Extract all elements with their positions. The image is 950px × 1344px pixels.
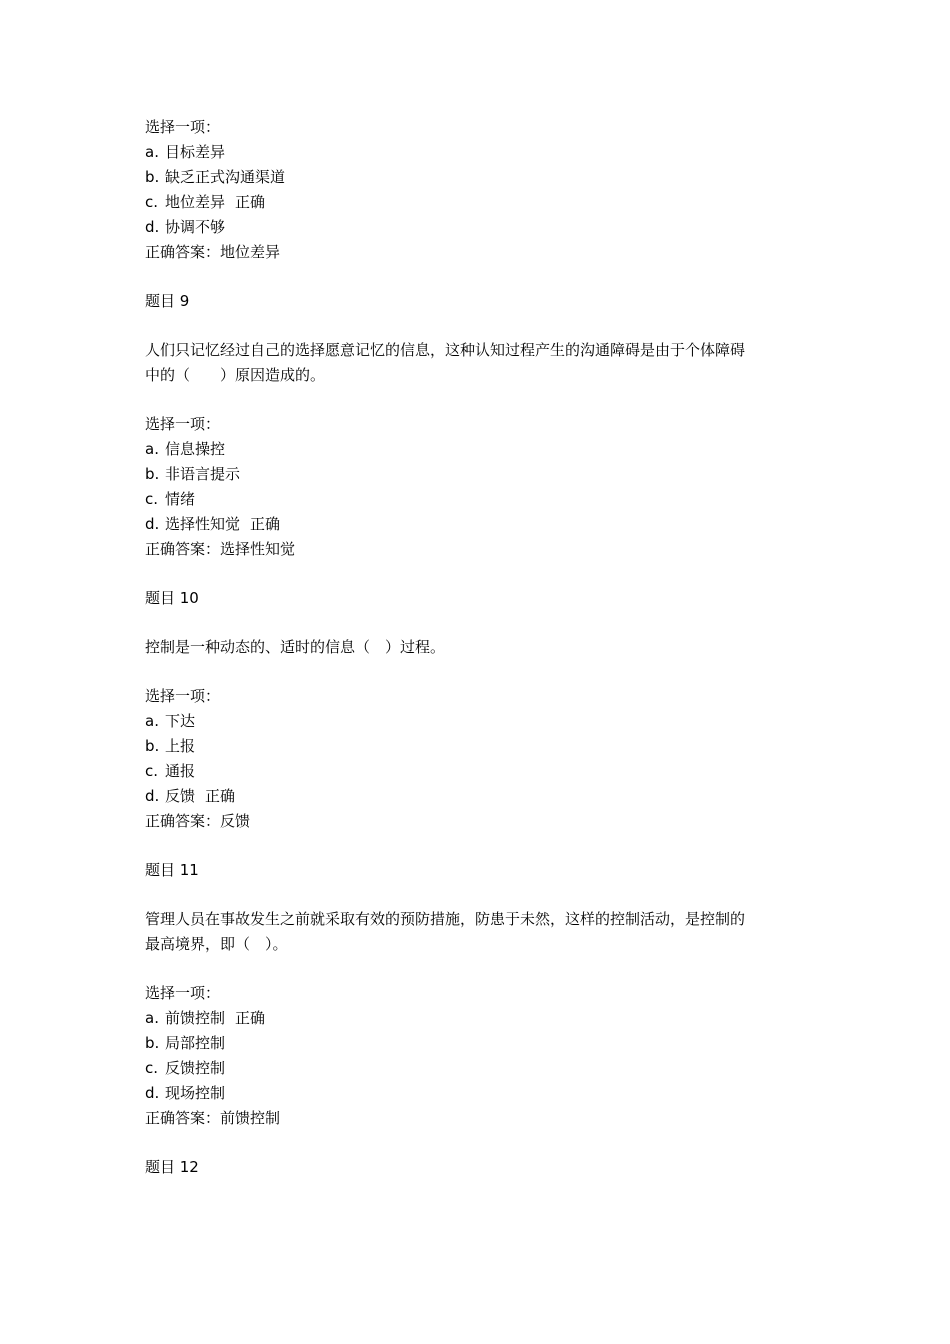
question-stem-line: 控制是一种动态的、适时的信息（ ）过程。 (145, 638, 446, 656)
option-b: b. 上报 (145, 737, 196, 755)
correct-mark: 正确 (235, 193, 266, 211)
choose-one-label: 选择一项： (145, 415, 221, 433)
question-block-prev (145, 115, 815, 265)
question-stem-line: 最高境界，即（ ）。 (145, 935, 288, 953)
question-title: 题目 9 (145, 292, 190, 310)
correct-answer: 正确答案：反馈 (145, 812, 251, 830)
option-b: b. 非语言提示 (145, 465, 241, 483)
question-block-11 (145, 858, 815, 1131)
question-title: 题目 10 (145, 589, 199, 607)
question-stem-line: 管理人员在事故发生之前就采取有效的预防措施，防患于未然，这样的控制活动，是控制的 (145, 910, 746, 928)
correct-answer: 正确答案：前馈控制 (145, 1109, 281, 1127)
option-a: a. 信息操控 (145, 440, 226, 458)
correct-mark: 正确 (205, 787, 236, 805)
option-a: a. 下达 (145, 712, 196, 730)
option-b: b. 局部控制 (145, 1034, 226, 1052)
correct-answer: 正确答案：选择性知觉 (145, 540, 296, 558)
correct-mark: 正确 (235, 1009, 266, 1027)
question-title: 题目 11 (145, 861, 199, 879)
document-page (145, 115, 815, 1180)
choose-one-label: 选择一项： (145, 984, 221, 1002)
option-d: d. 协调不够 (145, 218, 226, 236)
correct-mark: 正确 (250, 515, 281, 533)
option-c: c. 情绪 (145, 490, 196, 508)
choose-one-label: 选择一项： (145, 118, 221, 136)
question-block-10 (145, 586, 815, 834)
option-c: c. 地位差异 正确 (145, 193, 266, 211)
option-a: a. 目标差异 (145, 143, 226, 161)
question-block-9 (145, 289, 815, 562)
correct-answer: 正确答案：地位差异 (145, 243, 281, 261)
question-title: 题目 12 (145, 1158, 199, 1176)
option-b: b. 缺乏正式沟通渠道 (145, 168, 286, 186)
choose-one-label: 选择一项： (145, 687, 221, 705)
question-stem-line: 中的（ ）原因造成的。 (145, 366, 326, 384)
option-a: a. 前馈控制 正确 (145, 1009, 266, 1027)
option-d: d. 现场控制 (145, 1084, 226, 1102)
option-d: d. 选择性知觉 正确 (145, 515, 281, 533)
option-c: c. 反馈控制 (145, 1059, 226, 1077)
question-stem-line: 人们只记忆经过自己的选择愿意记忆的信息，这种认知过程产生的沟通障碍是由于个体障碍 (145, 341, 746, 359)
question-block-12 (145, 1155, 815, 1180)
option-c: c. 通报 (145, 762, 196, 780)
option-d: d. 反馈 正确 (145, 787, 236, 805)
